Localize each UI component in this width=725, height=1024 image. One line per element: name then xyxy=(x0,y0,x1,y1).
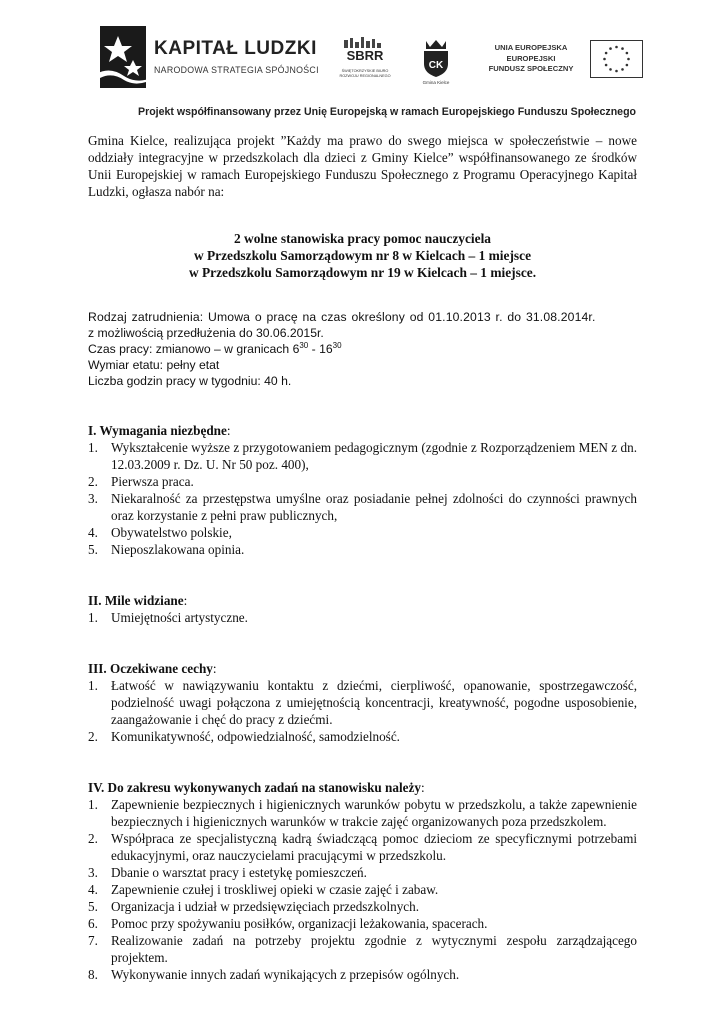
sbrr-logo xyxy=(334,36,396,90)
eu-star-icon xyxy=(615,70,618,73)
list-item xyxy=(88,881,637,898)
list-item-text: Wykształcenie wyższe z przygotowaniem pedagogicznym (zgodnie z Rozporządzeniem MEN z dn. 12.03.2009 r. Dz. U. Nr 50 poz. 400), xyxy=(111,440,637,472)
work-time xyxy=(88,341,637,357)
section-title xyxy=(88,660,637,677)
list-item-number: 3. xyxy=(88,491,98,506)
ck-letters: CK xyxy=(428,60,444,71)
list-item-text: Umiejętności artystyczne. xyxy=(111,610,248,625)
kapital-ludzki-subtitle: NARODOWA STRATEGIA SPÓJNOŚCI xyxy=(154,65,319,75)
extension-info: z możliwością przedłużenia do 30.06.2015r. xyxy=(88,326,324,340)
section-title-colon: : xyxy=(212,661,217,676)
eu-star-icon xyxy=(626,52,629,55)
section-duties xyxy=(88,779,637,983)
headline-line-3: w Przedszkolu Samorządowym nr 19 w Kielcach – 1 miejsce. xyxy=(188,265,537,280)
list-item-text: Realizowanie zadań na potrzeby projektu zgodnie z wytycznymi zespołu zarządzającego projektem. xyxy=(111,933,637,965)
list-item xyxy=(88,830,637,864)
list-item xyxy=(88,439,637,473)
section-title-colon: : xyxy=(420,780,425,795)
list-item xyxy=(88,966,637,983)
section-title-text: II. Mile widziane xyxy=(88,593,184,608)
list-item-number: 8. xyxy=(88,967,98,982)
eu-star-icon xyxy=(605,64,608,67)
list-item-text: Wykonywanie innych zadań wynikających z przepisów ogólnych. xyxy=(111,967,460,982)
eu-star-icon xyxy=(609,47,612,50)
kapital-ludzki-emblem-icon xyxy=(96,26,152,92)
eu-star-icon xyxy=(615,46,618,49)
list-item-text: Obywatelstwo polskie, xyxy=(111,525,232,540)
list-item-number: 6. xyxy=(88,916,98,931)
list-item xyxy=(88,473,637,490)
list-item-number: 3. xyxy=(88,865,98,880)
headline xyxy=(88,230,637,281)
eu-star-icon xyxy=(621,47,624,50)
eu-flag-icon xyxy=(590,40,643,78)
list-item xyxy=(88,864,637,881)
headline-line-2: w Przedszkolu Samorządowym nr 8 w Kielcach – 1 miejsce xyxy=(193,248,532,263)
section-title xyxy=(88,422,637,439)
section-title-text: IV. Do zakresu wykonywanych zadań na stanowisku należy xyxy=(88,780,421,795)
ue-line-2: EUROPEJSKI xyxy=(506,53,556,63)
section-title xyxy=(88,592,637,609)
work-time-prefix: Czas pracy: zmianowo – w granicach 6 xyxy=(88,342,300,356)
list-item-text: Nieposzlakowana opinia. xyxy=(111,542,245,557)
employment-details xyxy=(88,309,637,389)
list-item xyxy=(88,541,637,558)
fte-info: Wymiar etatu: pełny etat xyxy=(88,358,220,372)
kapital-ludzki-logo xyxy=(96,26,319,92)
list-item xyxy=(88,524,637,541)
list-item-text: Zapewnienie czułej i troskliwej opieki w czasie zajęć i zabaw. xyxy=(111,882,439,897)
list-item-number: 7. xyxy=(88,933,98,948)
section-list xyxy=(88,796,637,983)
list-item xyxy=(88,728,637,745)
section-title xyxy=(88,779,637,796)
list-item-text: Niekaralność za przestępstwa umyślne oraz posiadanie pełnej zdolności do czynności prawnych oraz korzystanie z pełni praw publicznych, xyxy=(111,491,637,523)
section-list xyxy=(88,677,637,745)
list-item-number: 5. xyxy=(88,542,98,557)
section-title-text: I. Wymagania niezbędne xyxy=(88,423,227,438)
list-item-number: 1. xyxy=(88,797,98,812)
section-requirements xyxy=(88,422,637,558)
page-header xyxy=(0,0,725,118)
document-body xyxy=(88,132,637,983)
kapital-ludzki-title: KAPITAŁ LUDZKI xyxy=(154,38,317,59)
ue-efs-text xyxy=(478,43,584,75)
weekly-hours: Liczba godzin pracy w tygodniu: 40 h. xyxy=(88,374,292,388)
cofinancing-banner: Projekt współfinansowany przez Unię Europejską w ramach Europejskiego Funduszu Społecznego xyxy=(138,106,637,118)
eu-star-icon xyxy=(621,68,624,71)
eu-star-icon xyxy=(609,68,612,71)
list-item-text: Komunikatywność, odpowiedzialność, samodzielność. xyxy=(111,729,400,744)
section-list xyxy=(88,609,637,626)
intro-paragraph: Gmina Kielce, realizująca projekt ”Każdy ma prawo do swego miejsca w społeczeństwie – nowe oddziały integracyjne w przedszkolach dla dzieci z Gminy Kielce” współfinansowanego ze środków Unii Europejskiej w ramach Europejskiego Funduszu Społecznego z Programu Operacyjnego Kapitał Ludzki, ogłasza nabór na: xyxy=(88,133,637,199)
section-title-colon: : xyxy=(183,593,188,608)
list-item-number: 4. xyxy=(88,525,98,540)
eu-star-icon xyxy=(626,64,629,67)
list-item-number: 2. xyxy=(88,831,98,846)
gmina-kielce-caption: Gmina Kielce xyxy=(422,80,450,85)
list-item-text: Współpraca ze specjalistyczną kadrą świadczącą pomoc dzieciom ze specyficznymi potrzebami edukacyjnymi, oraz nauczycielami pracującymi w przedszkolu. xyxy=(111,831,637,863)
list-item-number: 4. xyxy=(88,882,98,897)
gmina-kielce-logo xyxy=(418,38,454,90)
section-title-text: III. Oczekiwane cechy xyxy=(88,661,213,676)
ue-line-1: UNIA EUROPEJSKA xyxy=(494,43,568,52)
list-item xyxy=(88,609,637,626)
work-time-mid: - 16 xyxy=(308,342,333,356)
list-item-number: 1. xyxy=(88,610,98,625)
section-title-colon: : xyxy=(226,423,231,438)
list-item-text: Pomoc przy spożywaniu posiłków, organizacji leżakowania, spacerach. xyxy=(111,916,488,931)
list-item xyxy=(88,915,637,932)
sbrr-caption: ŚWIĘTOKRZYSKIE BIURO ROZWOJU REGIONALNEGO xyxy=(339,69,391,78)
list-item-text: Zapewnienie bezpiecznych i higienicznych warunków pobytu w przedszkolu, a także zapewnienie bezpiecznych i higienicznych warunków w trakcie zajęć organizowanych poza przedszkolem. xyxy=(111,797,637,829)
list-item-number: 2. xyxy=(88,729,98,744)
list-item-number: 1. xyxy=(88,440,98,455)
section-traits xyxy=(88,660,637,745)
list-item-text: Dbanie o warsztat pracy i estetykę pomieszczeń. xyxy=(111,865,367,880)
list-item xyxy=(88,898,637,915)
sbrr-text: SBRR xyxy=(346,48,384,63)
work-time-sup-1: 30 xyxy=(299,341,309,350)
list-item xyxy=(88,932,637,966)
section-welcome xyxy=(88,592,637,626)
list-item-text: Łatwość w nawiązywaniu kontaktu z dziećmi, cierpliwość, opanowanie, spostrzegawczość, podzielność uwagi połączona z umiejętnością koncentracji, kreatywność, pogodne usposobienie, zaangażowanie i chęć do pracy z dziećmi. xyxy=(111,678,637,727)
section-list xyxy=(88,439,637,558)
list-item xyxy=(88,796,637,830)
eu-star-icon xyxy=(627,58,630,61)
list-item-number: 1. xyxy=(88,678,98,693)
list-item-text: Pierwsza praca. xyxy=(111,474,194,489)
ue-line-3: FUNDUSZ SPOŁECZNY xyxy=(488,64,574,73)
eu-star-icon xyxy=(605,52,608,55)
headline-line-1: 2 wolne stanowiska pracy pomoc nauczyciela xyxy=(233,231,492,246)
eu-star-icon xyxy=(603,58,606,61)
list-item-text: Organizacja i udział w przedsięwzięciach przedszkolnych. xyxy=(111,899,420,914)
list-item-number: 2. xyxy=(88,474,98,489)
employment-type: Rodzaj zatrudnienia: Umowa o pracę na czas określony od 01.10.2013 r. do 31.08.2014r. xyxy=(88,310,596,324)
list-item xyxy=(88,490,637,524)
crown-shield-icon xyxy=(418,38,454,78)
list-item-number: 5. xyxy=(88,899,98,914)
list-item xyxy=(88,677,637,728)
work-time-sup-2: 30 xyxy=(332,341,342,350)
